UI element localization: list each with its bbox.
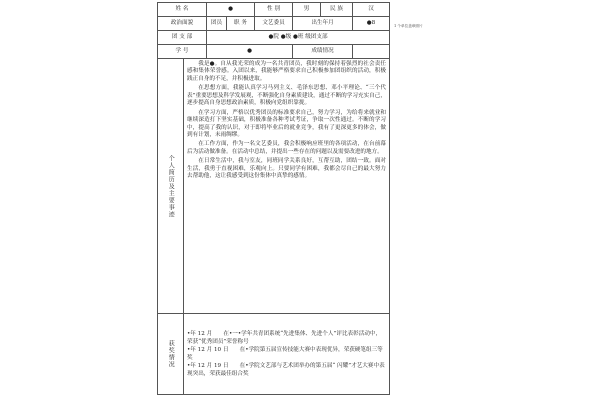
score-label: 成绩情况 [293, 45, 353, 59]
political-status-label: 政治面貌 [158, 17, 207, 31]
name-value: ● [207, 3, 255, 17]
gender-label: 性 别 [255, 3, 293, 17]
resume-paragraph: 在学习方面，严格以优秀团员的标准要求自己，努力学习，为给将来就业和继续深造打下坚实基础，积极准备各种考试考证，争取一次性通过。不断的学习中，提高了我的认识，对于即将毕业后的就业竞争，我有了更深更多的体会，做到有计划，未雨绸缪。 [187, 109, 387, 138]
birth-date-value: ●8 [353, 17, 390, 31]
name-label: 姓 名 [158, 3, 207, 17]
resume-paragraph: 在工作方面，作为一名文艺委员，我会积极响应班里的各项活动，在台前幕后为活动做准备。在活动中总结，并提出一些存在的问题以及需要改进的地方。 [187, 141, 387, 155]
awards-label: 获奖情况 [158, 314, 184, 395]
student-id-value: ● [207, 45, 293, 59]
branch-label: 团 支 部 [158, 31, 207, 45]
ethnicity-value: 汉 [353, 3, 390, 17]
resume-label: 个人简历及主要事迹 [158, 59, 184, 314]
row-basic-info [158, 3, 390, 17]
row-awards [158, 314, 390, 395]
score-value [353, 45, 390, 59]
application-form-table [157, 2, 390, 395]
row-resume [158, 59, 390, 314]
row-branch [158, 31, 390, 45]
resume-paragraph: 我是●。自从我光荣的成为一名共青团员，我时刻的保持着强烈的社会责任感和集体荣誉感。入团以来，我能够严格要求自己积极参加团组织的活动，积极践正自身的不足，并积极进取。 [187, 61, 387, 82]
awards-content [184, 314, 390, 395]
award-item: •年 12 月 10 日 在•学院第五届宣传技能大赛中表现优异，荣获硬笔组三等奖 [187, 346, 383, 361]
award-item: •年 12 月 在•一•学年共青团系统“先进集体、先进个人”评比表彰活动中，荣获“优秀团员”荣誉称号 [187, 330, 382, 345]
political-status-value: 团员 [207, 17, 227, 31]
ethnicity-label: 民 族 [321, 3, 353, 17]
row-student-id [158, 45, 390, 59]
resume-paragraph: 在日常生活中，我与室友，同班同学关系良好，互帮互助，团结一致。面对生活，我勇于直视困难，乐观向上。只要同学有困难，我都会尽自己的最大努力去帮助他，这让我感受到这份集体中真挚的感情。 [187, 158, 387, 180]
resume-paragraph: 在思想方面，我能认真学习马列主义、毛泽东思想、邓小平理论、“三个代表”重要思想及科学发展观，不断强化自身素质建设，通过不断的学习充实自己，逐步提高自身思想政治素质，积极向党组织靠拢。 [187, 85, 387, 107]
photo-note: 1 个单位盖章照片 [394, 24, 423, 28]
row-political-info [158, 17, 390, 31]
gender-value: 男 [293, 3, 321, 17]
award-item: •年 12 月 19 日 在•学院文艺部与艺术团举办的第五届“ 闪耀”才艺大赛中表现突出，荣获最佳组合奖 [187, 363, 385, 378]
duty-value: 文艺委员 [255, 17, 293, 31]
student-id-label: 学 号 [158, 45, 207, 59]
birth-date-label: 出生年月 [293, 17, 353, 31]
resume-content [184, 59, 390, 314]
branch-value: ●院 ●级 ●班 级团支部 [207, 31, 390, 45]
duty-label: 职 务 [227, 17, 255, 31]
